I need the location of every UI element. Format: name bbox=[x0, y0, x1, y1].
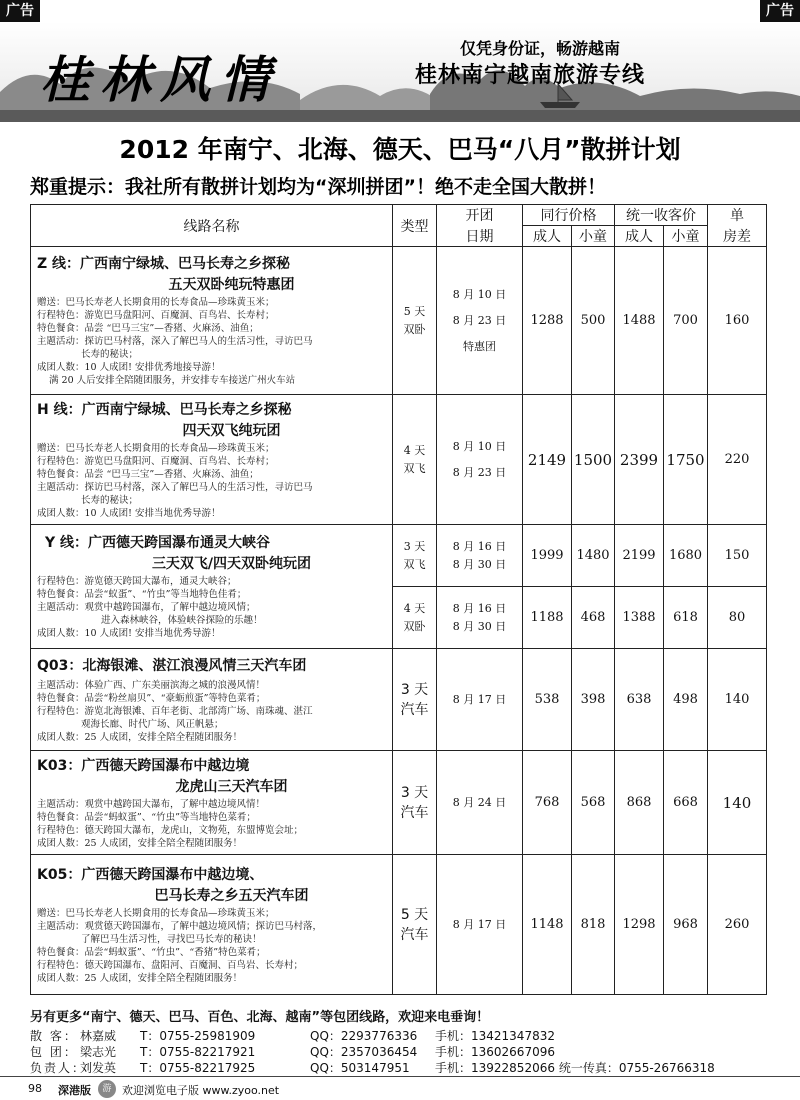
single-room-supplement: 80 bbox=[708, 587, 767, 649]
peer-adult-price: 1148 bbox=[523, 855, 572, 995]
slogan: 仅凭身份证，畅游越南 bbox=[460, 39, 621, 58]
retail-adult-price: 868 bbox=[615, 751, 664, 855]
retail-adult-price: 1388 bbox=[615, 587, 664, 649]
date-cell: 8 月 16 日 8 月 30 日 bbox=[437, 587, 523, 649]
route-cell bbox=[31, 247, 393, 395]
route-cell bbox=[31, 855, 393, 995]
table-row bbox=[31, 525, 767, 587]
contact-section bbox=[30, 1006, 770, 1076]
type-cell: 4 天 双飞 bbox=[393, 395, 437, 525]
page-footer bbox=[0, 1076, 800, 1100]
table-row bbox=[31, 855, 767, 995]
header-retail-price: 统一收客价 bbox=[615, 205, 708, 226]
peer-child-price: 1480 bbox=[572, 525, 615, 587]
header-retail-adult: 成人 bbox=[615, 226, 664, 247]
more-routes-note: 另有更多“南宁、德天、巴马、百色、北海、越南”等包团线路，欢迎来电垂询！ bbox=[30, 1010, 490, 1025]
route-name: Y 线：广西德天跨国瀑布通灵大峡谷 三天双飞/四天双卧纯玩团 bbox=[45, 535, 312, 572]
peer-adult-price: 538 bbox=[523, 649, 572, 751]
peer-adult-price: 1999 bbox=[523, 525, 572, 587]
route-cell bbox=[31, 649, 393, 751]
route-name: H 线：广西南宁绿城、巴马长寿之乡探秘 四天双飞纯玩团 bbox=[37, 401, 292, 439]
route-name: Z 线：广西南宁绿城、巴马长寿之乡探秘 五天双卧纯玩特惠团 bbox=[37, 256, 295, 293]
retail-adult-price: 2399 bbox=[615, 395, 664, 525]
page-title: 2012 年南宁、北海、德天、巴马“八月”散拼计划 bbox=[119, 135, 681, 164]
date-cell: 8 月 24 日 bbox=[437, 751, 523, 855]
route-name: K05：广西德天跨国瀑布中越边境、 巴马长寿之乡五天汽车团 bbox=[37, 866, 309, 904]
retail-adult-price: 638 bbox=[615, 649, 664, 751]
route-name: K03：广西德天跨国瀑布中越边境 龙虎山三天汽车团 bbox=[37, 757, 288, 795]
peer-adult-price: 1188 bbox=[523, 587, 572, 649]
publisher-logo-icon: 游 bbox=[98, 1080, 116, 1098]
table-header-row bbox=[31, 205, 767, 226]
header-single-bottom: 房差 bbox=[708, 226, 767, 247]
single-room-supplement: 140 bbox=[708, 751, 767, 855]
route-details: 赠送：巴马长寿老人长期食用的长寿食品—珍珠黄玉米； 行程特色：游览巴马盘阳河、百魔洞、百鸟岩、长寿村； 特色餐食：品尝 “巴马三宝”—香猪、火麻汤、油鱼； 主题活动：探访巴马村落，深入了解巴马人的生活习性，寻访巴马 长寿的秘诀； 成团人数：10 人成团! 安排优秀地接导游！ 满 20 人后安排全陪随团服务，并安排专车接送广州火车站 bbox=[37, 297, 313, 386]
single-room-supplement: 140 bbox=[708, 649, 767, 751]
edition-label: 深港版 bbox=[58, 1084, 91, 1097]
route-details: 行程特色：游览德天跨国大瀑布，通灵大峡谷； 特色餐食：品尝“蚁蛋”、“竹虫”等当地特色佳肴； 主题活动：观赏中越跨国瀑布，了解中越边境风情； 进入森林峡谷，体验峡谷探险的乐趣！ 成团人数：10 人成团! 安排当地优秀导游！ bbox=[37, 576, 263, 639]
notice: 郑重提示：我社所有散拼计划均为“深圳拼团”！绝不走全国大散拼！ bbox=[30, 176, 606, 198]
type-cell: 3 天 汽车 bbox=[393, 751, 437, 855]
contact-row: 包 团： 梁志光 T：0755-82217921 QQ：2357036454 手机：13602667096 bbox=[30, 1045, 555, 1059]
header-single-top: 单 bbox=[708, 205, 767, 226]
type-cell: 5 天 双卧 bbox=[393, 247, 437, 395]
banner bbox=[0, 22, 800, 122]
contact-row: 散 客： 林嘉威 T：0755-25981909 QQ：2293776336 手机：13421347832 bbox=[30, 1029, 555, 1043]
retail-adult-price: 1488 bbox=[615, 247, 664, 395]
type-cell: 3 天 汽车 bbox=[393, 649, 437, 751]
date-cell: 8 月 17 日 bbox=[437, 855, 523, 995]
peer-child-price: 818 bbox=[572, 855, 615, 995]
retail-child-price: 1750 bbox=[664, 395, 708, 525]
ad-tag-left: 广告 bbox=[0, 0, 40, 22]
route-cell bbox=[31, 751, 393, 855]
retail-child-price: 1680 bbox=[664, 525, 708, 587]
contact-row: 负责人：刘发英 T：0755-82217925 QQ：503147951 手机：13922852066 统一传真：0755-26766318 bbox=[30, 1061, 715, 1075]
retail-child-price: 700 bbox=[664, 247, 708, 395]
retail-child-price: 968 bbox=[664, 855, 708, 995]
header-peer-child: 小童 bbox=[572, 226, 615, 247]
header-peer-adult: 成人 bbox=[523, 226, 572, 247]
route-cell bbox=[31, 395, 393, 525]
route-title: 桂林南宁越南旅游专线 bbox=[415, 63, 646, 88]
header-date-bottom: 日期 bbox=[437, 226, 523, 247]
date-cell: 8 月 10 日 8 月 23 日 特惠团 bbox=[437, 247, 523, 395]
retail-adult-price: 1298 bbox=[615, 855, 664, 995]
table-row bbox=[31, 649, 767, 751]
header-retail-child: 小童 bbox=[664, 226, 708, 247]
route-details: 赠送：巴马长寿老人长期食用的长寿食品—珍珠黄玉米； 行程特色：游览巴马盘阳河、百魔洞、百鸟岩、长寿村； 特色餐食：品尝 “巴马三宝”—香猪、火麻汤、油鱼； 主题活动：探访巴马村落，深入了解巴马人的生活习性，寻访巴马 长寿的秘诀； 成团人数：10 人成团! 安排当地优秀导游！ bbox=[37, 442, 313, 519]
date-cell: 8 月 10 日 8 月 23 日 bbox=[437, 395, 523, 525]
header-peer-price: 同行价格 bbox=[523, 205, 615, 226]
type-cell: 3 天 双飞 bbox=[393, 525, 437, 587]
peer-adult-price: 1288 bbox=[523, 247, 572, 395]
route-details: 主题活动：观赏中越跨国大瀑布，了解中越边境风情！ 特色餐食：品尝“蚂蚁蛋”、“竹虫”等当地特色菜肴； 行程特色：德天跨国大瀑布，龙虎山，文物苑，东盟博览会址； 成团人数：25 人成团，安排全陪全程随团服务！ bbox=[37, 798, 304, 849]
route-name: Q03：北海银滩、湛江浪漫风情三天汽车团 bbox=[37, 657, 307, 674]
ad-tag-right: 广告 bbox=[760, 0, 800, 22]
single-room-supplement: 260 bbox=[708, 855, 767, 995]
type-cell: 4 天 双卧 bbox=[393, 587, 437, 649]
retail-adult-price: 2199 bbox=[615, 525, 664, 587]
header-date-top: 开团 bbox=[437, 205, 523, 226]
single-room-supplement: 150 bbox=[708, 525, 767, 587]
retail-child-price: 498 bbox=[664, 649, 708, 751]
table-row bbox=[31, 751, 767, 855]
single-room-supplement: 220 bbox=[708, 395, 767, 525]
peer-child-price: 568 bbox=[572, 751, 615, 855]
page-number: 98 bbox=[28, 1082, 42, 1095]
retail-child-price: 668 bbox=[664, 751, 708, 855]
route-cell bbox=[31, 525, 393, 649]
route-table bbox=[30, 204, 767, 995]
single-room-supplement: 160 bbox=[708, 247, 767, 395]
peer-adult-price: 2149 bbox=[523, 395, 572, 525]
header-type: 类型 bbox=[393, 205, 437, 247]
route-details: 主题活动：体验广西、广东美丽滨海之城的浪漫风情！ 特色餐食：品尝“粉丝扇贝”、“豪蛎煎蛋”等特色菜肴； 行程特色：游览北海银滩、百年老街、北部湾广场、南珠魂、湛江 观海长廊、时代广场、风正帆悬； 成团人数：25 人成团，安排全陪全程随团服务！ bbox=[37, 679, 313, 743]
peer-child-price: 1500 bbox=[572, 395, 615, 525]
peer-child-price: 398 bbox=[572, 649, 615, 751]
peer-child-price: 500 bbox=[572, 247, 615, 395]
header-route: 线路名称 bbox=[31, 205, 393, 247]
type-cell: 5 天 汽车 bbox=[393, 855, 437, 995]
date-cell: 8 月 17 日 bbox=[437, 649, 523, 751]
brand-logo-text: 桂林风情 bbox=[40, 50, 280, 109]
table-row bbox=[31, 395, 767, 525]
website-link[interactable]: 欢迎浏览电子版 www.zyoo.net bbox=[122, 1084, 280, 1097]
retail-child-price: 618 bbox=[664, 587, 708, 649]
route-details: 赠送：巴马长寿老人长期食用的长寿食品—珍珠黄玉米； 主题活动：观赏德天跨国瀑布，了解中越边境风情；探访巴马村落， 了解巴马生活习性，寻找巴马长寿的秘诀！ 特色餐食：品尝“蚂蚁蛋”、“竹虫”、“香猪”特色菜肴； 行程特色：德天跨国瀑布、盘阳河、百魔洞、百鸟岩、长寿村； 成团人数：25 人成团，安排全陪全程随团服务！ bbox=[37, 907, 323, 984]
peer-adult-price: 768 bbox=[523, 751, 572, 855]
peer-child-price: 468 bbox=[572, 587, 615, 649]
date-cell: 8 月 16 日 8 月 30 日 bbox=[437, 525, 523, 587]
table-row bbox=[31, 247, 767, 395]
